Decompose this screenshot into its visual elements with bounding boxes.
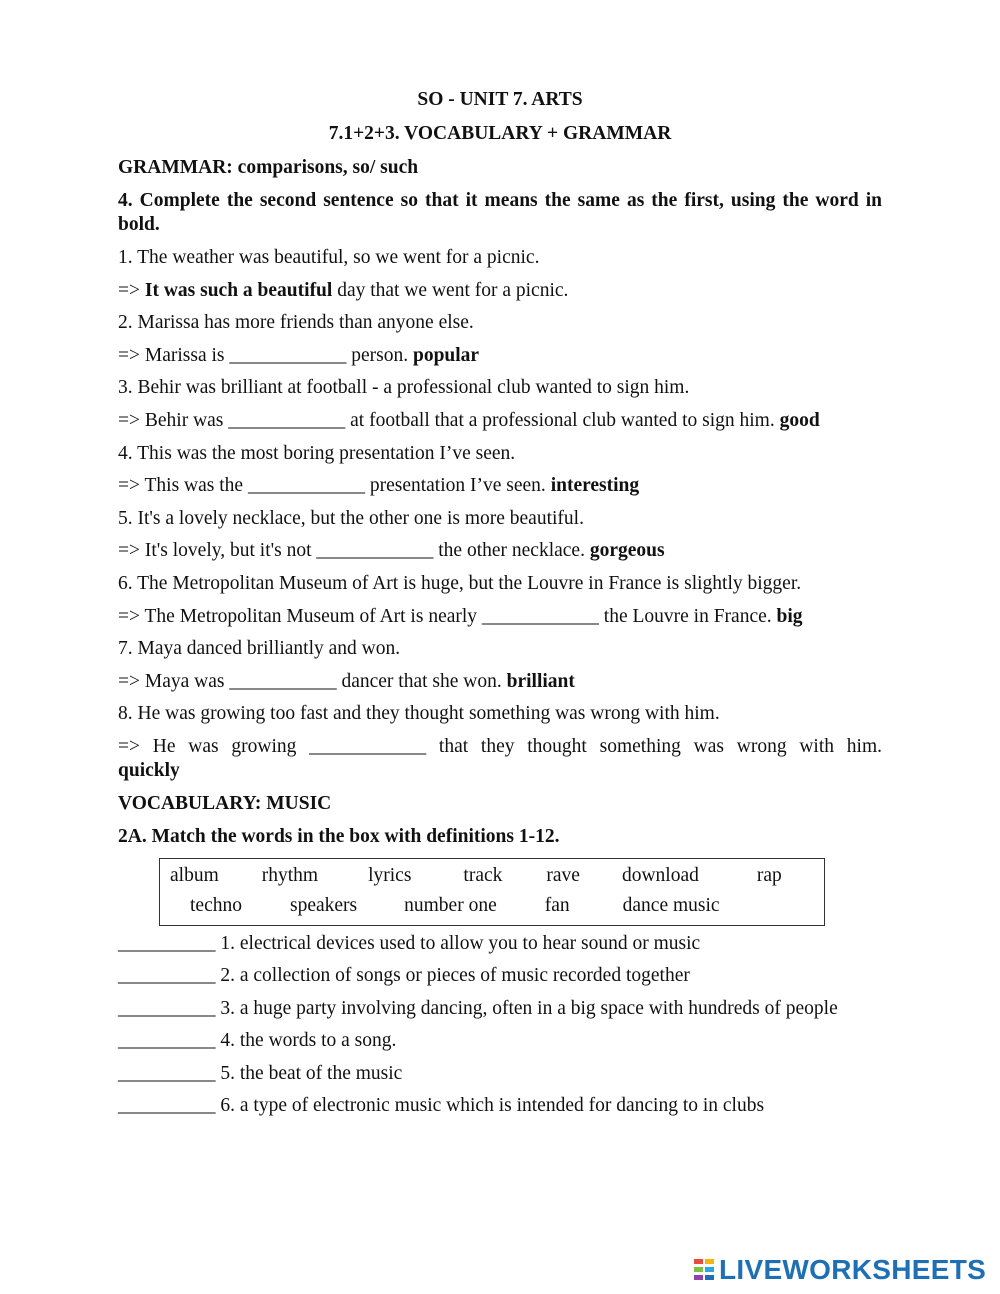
answer-blank[interactable]: __________ — [118, 1095, 216, 1117]
word-box-word: rap — [756, 864, 782, 886]
answer-text: => This was the ____________ presentation I’ve seen. — [118, 475, 551, 497]
answer-blank[interactable]: __________ — [118, 932, 216, 954]
definition-text: 2. a collection of songs or pieces of music recorded together — [215, 965, 690, 987]
definition-item — [118, 964, 882, 988]
logo-mark-icon — [694, 1257, 716, 1283]
grammar-item-original: 3. Behir was brilliant at football - a professional club wanted to sign him. — [118, 377, 690, 399]
definition-item — [118, 932, 882, 956]
definition-item — [118, 1094, 882, 1118]
liveworksheets-logo — [694, 1254, 986, 1286]
grammar-item-answer — [118, 670, 882, 694]
worksheet-page — [118, 88, 882, 1127]
word-box-row-1 — [160, 861, 824, 891]
keyword-bold: gorgeous — [589, 540, 665, 562]
grammar-item-original: 7. Maya danced brilliantly and won. — [118, 638, 401, 660]
vocabulary-instruction: 2A. Match the words in the box with definitions 1-12. — [118, 825, 560, 847]
grammar-item-original: 1. The weather was beautiful, so we went for a picnic. — [118, 247, 540, 268]
answer-text: => The Metropolitan Museum of Art is nearly ____________ the Louvre in France. — [118, 605, 777, 627]
grammar-item-answer — [118, 539, 882, 563]
answer-text: => Maya was ___________ dancer that she won. — [118, 670, 507, 692]
definition-item — [118, 997, 882, 1021]
keyword-bold: good — [779, 409, 820, 431]
answer-text: => Behir was ____________ at football that a professional club wanted to sign him. — [118, 409, 780, 431]
page-subtitle: 7.1+2+3. VOCABULARY + GRAMMAR — [328, 123, 672, 144]
answer-text: => He was growing ____________ that they thought something was wrong with him. — [118, 735, 882, 757]
grammar-item-answer — [118, 344, 882, 368]
answer-blank[interactable]: __________ — [118, 965, 216, 987]
keyword-bold: brilliant — [506, 670, 575, 692]
word-box-word: number one — [404, 894, 497, 916]
answer-blank[interactable]: __________ — [118, 1030, 216, 1052]
grammar-item-original: 2. Marissa has more friends than anyone else. — [118, 312, 474, 334]
word-box-word: lyrics — [368, 864, 412, 886]
grammar-item-answer — [118, 474, 882, 498]
definition-text: 1. electrical devices used to allow you to hear sound or music — [215, 932, 701, 954]
definitions-list — [118, 932, 882, 1119]
grammar-heading: GRAMMAR: comparisons, so/ such — [118, 157, 419, 178]
word-box-word: track — [463, 864, 503, 886]
grammar-item-answer — [118, 605, 882, 629]
grammar-item-original: 5. It's a lovely necklace, but the other one is more beautiful. — [118, 507, 584, 529]
grammar-item-original: 6. The Metropolitan Museum of Art is huge, but the Louvre in France is slightly bigger. — [118, 572, 802, 594]
grammar-item-answer — [118, 409, 882, 433]
grammar-item-original: 8. He was growing too fast and they thought something was wrong with him. — [118, 703, 720, 725]
keyword-bold: popular — [412, 344, 480, 366]
grammar-item-original: 4. This was the most boring presentation I’ve seen. — [118, 442, 516, 464]
answer-blank[interactable]: __________ — [118, 1062, 216, 1084]
answer-text: => Marissa is ____________ person. — [118, 344, 413, 366]
answer-text: => — [118, 279, 145, 301]
grammar-instruction: 4. Complete the second sentence so that it means the same as the first, using the word in bold. — [118, 190, 882, 235]
answer-blank[interactable]: __________ — [118, 997, 216, 1019]
keyword-bold: big — [776, 605, 803, 627]
word-box-word: dance music — [622, 894, 720, 916]
definition-text: 4. the words to a song. — [215, 1030, 397, 1052]
logo-text: LIVEWORKSHEETS — [719, 1254, 987, 1285]
word-box-word: rhythm — [261, 864, 319, 886]
keyword-bold: quickly — [118, 759, 180, 781]
grammar-items — [118, 246, 882, 783]
word-box-word: techno — [190, 894, 242, 916]
word-box-word: album — [170, 864, 219, 886]
definition-item — [118, 1062, 882, 1086]
definition-text: 3. a huge party involving dancing, often in a big space with hundreds of people — [215, 997, 838, 1019]
answer-text: => It's lovely, but it's not ____________ the other necklace. — [118, 540, 590, 562]
word-box-word: fan — [544, 894, 570, 916]
word-box-word: speakers — [289, 894, 358, 916]
answer-example-bold: It was such a beautiful — [144, 279, 333, 301]
keyword-bold: interesting — [550, 475, 640, 497]
definition-text: 6. a type of electronic music which is intended for dancing to in clubs — [215, 1095, 765, 1117]
answer-text-rest: day that we went for a picnic. — [332, 279, 569, 301]
word-box-word: download — [621, 864, 699, 886]
word-box-row-2 — [160, 891, 824, 921]
word-box — [159, 858, 825, 926]
word-box-word: rave — [546, 864, 580, 886]
vocabulary-heading: VOCABULARY: MUSIC — [118, 792, 332, 814]
definition-item — [118, 1029, 882, 1053]
page-title: SO - UNIT 7. ARTS — [417, 89, 583, 110]
grammar-item-answer — [118, 279, 882, 303]
grammar-item-answer — [118, 735, 882, 783]
definition-text: 5. the beat of the music — [215, 1062, 403, 1084]
